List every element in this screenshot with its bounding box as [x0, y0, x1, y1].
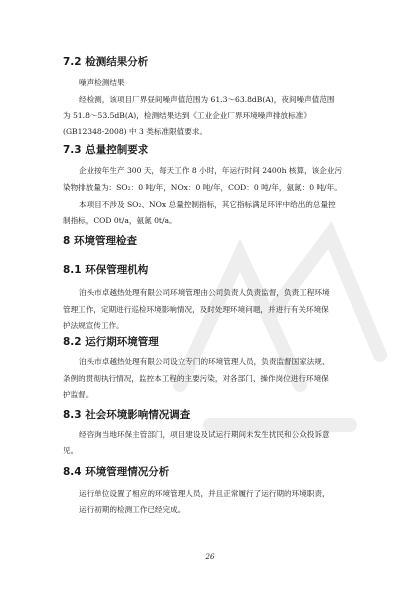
paragraph-line: 泊头市卓越热处理有限公司环境管理由公司负责人负责监督，负责工程环境: [79, 288, 330, 297]
page-number: 26: [205, 553, 215, 561]
paragraph-line: 护法规宣传工作。: [63, 321, 124, 330]
paragraph-line: 条例的贯彻执行情况，监控本工程的主要污染，对各部门、操作岗位进行环境保: [63, 374, 329, 383]
heading-7-2: 7.2 检测结果分析: [63, 56, 149, 68]
heading-8-1: 8.1 环保管理机构: [63, 264, 149, 276]
heading-8-3: 8.3 社会环境影响情况调查: [63, 409, 191, 421]
heading-8-4: 8.4 环境管理情况分析: [63, 466, 170, 478]
paragraph-line: 运行初期的检测工作已经完成。: [79, 505, 186, 514]
paragraph-line: 护监督。: [63, 390, 94, 399]
paragraph-line: 企业按年生产 300 天，每天工作 8 小时，年运行时间 2400h 核算，该企业污: [79, 166, 343, 175]
heading-8: 8 环境管理检查: [63, 235, 137, 247]
paragraph-line: 染物排放量为：SO₂：0 吨/年，NOx：0 吨/年，COD：0 吨/年，氨氮：0 吨/年。: [63, 183, 342, 192]
paragraph-line: 本项目不涉及 SO₂、NOx 总量控制指标，其它指标满足环评中给出的总量控: [79, 200, 336, 209]
heading-7-3: 7.3 总量控制要求: [63, 144, 149, 156]
paragraph-line: 制指标，COD 0t/a，氨氮 0t/a。: [63, 216, 177, 225]
paragraph-line: 为 51.8～53.5dB(A)，检测结果达到《工业企业厂界环境噪声排放标准》: [63, 111, 311, 120]
heading-8-2: 8.2 运行期环境管理: [63, 336, 159, 348]
paragraph-line: 运行单位设置了相应的环境管理人员，并且正常履行了运行期的环境职责，: [79, 489, 330, 498]
paragraph-line: 泊头市卓越热处理有限公司设立专门的环境管理人员，负责监督国家法规、: [79, 357, 330, 366]
paragraph-line: (GB12348-2008) 中 3 类标准限值要求。: [63, 127, 208, 136]
paragraph-line: 见。: [63, 446, 79, 455]
watermark-logo: [150, 195, 420, 445]
paragraph-line: 管理工作，定期进行巡检环境影响情况，及时处理环境问题，并进行有关环境保: [63, 305, 329, 314]
paragraph-line: 经检测，该项目厂界昼间噪声值范围为 61.3～63.8dB(A)，夜间噪声值范围: [79, 95, 335, 104]
paragraph-line: 经咨询当地环保主管部门，项目建设及试运行期间未发生扰民和公众投诉意: [79, 430, 330, 439]
subheading-noise: 噪声检测结果: [79, 78, 125, 87]
